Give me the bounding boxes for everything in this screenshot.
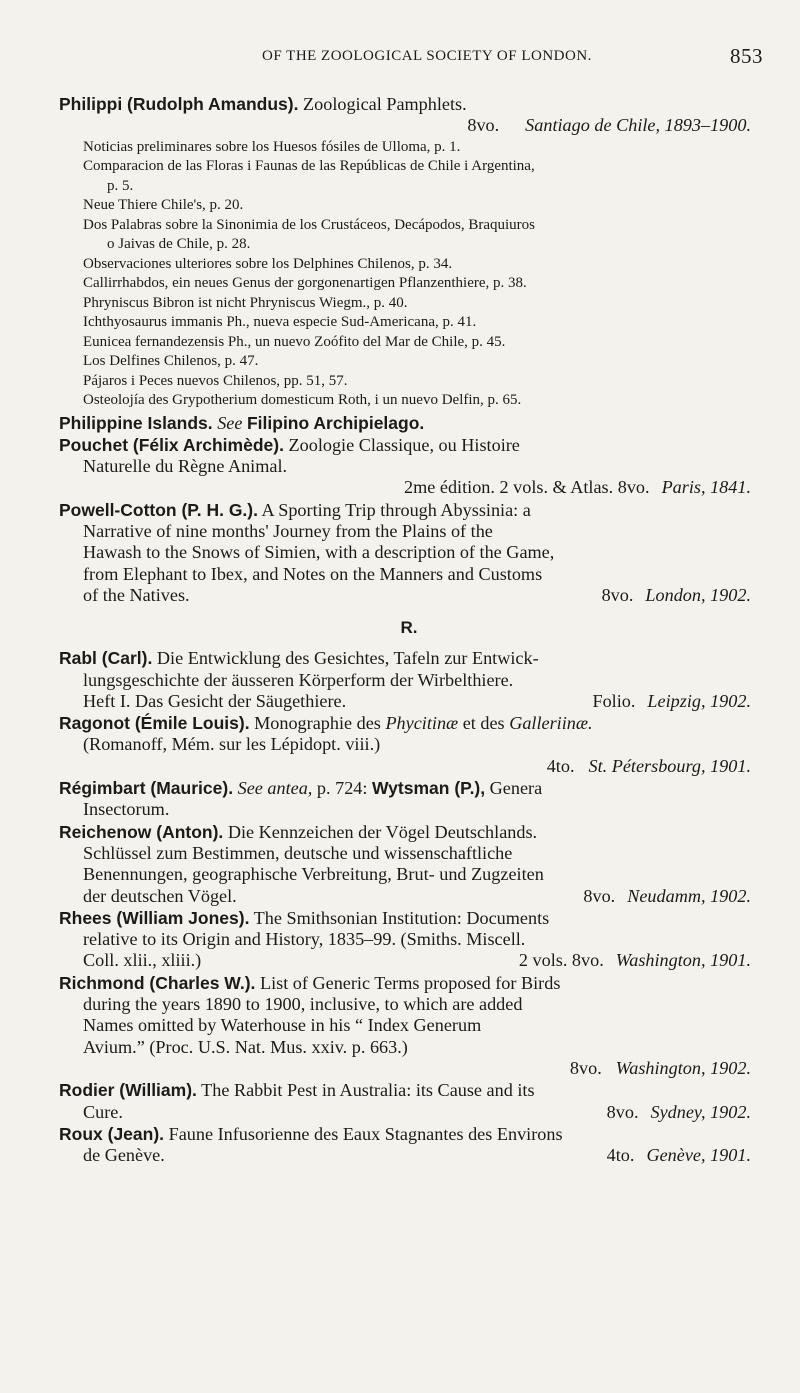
entry-imprint: London, 1902. — [645, 584, 751, 605]
entry-imprint: Santiago de Chile, 1893–1900. — [525, 115, 751, 136]
entry-title-cont: Naturelle du Règne Animal. — [83, 456, 288, 477]
entry-title: Zoologie Classique, ou Histoire — [283, 434, 520, 455]
see-label: See — [217, 412, 243, 433]
contents-line: Osteolojía des Grypotherium domesticum Roth, i un nuevo Delfin, p. 65. — [83, 392, 522, 409]
entry-title-cont: Insectorum. — [83, 799, 170, 820]
entry-format: 8vo. — [569, 1057, 602, 1078]
entry-title-cont: der deutschen Vögel. — [83, 885, 237, 906]
running-head-title: OF THE ZOOLOGICAL SOCIETY OF LONDON. — [262, 48, 592, 64]
entry-title-cont: during the years 1890 to 1900, inclusive, to which are added — [83, 994, 523, 1015]
entry-title-cont: Narrative of nine months' Journey from the Plains of the — [83, 521, 493, 542]
section-letter: R. — [400, 618, 418, 638]
taxon-name: Phycitinæ — [385, 713, 459, 734]
entry-heading: Philippi (Rudolph Amandus). — [59, 94, 299, 114]
entry-title: A Sporting Trip through Abyssinia: a — [257, 499, 531, 520]
entry-title-cont: lungsgeschichte der äusseren Körperform der Wirbelthiere. — [83, 669, 514, 690]
entry-title-cont: Names omitted by Waterhouse in his “ Index Generum — [83, 1015, 482, 1036]
entry-title: Monographie des — [249, 713, 386, 734]
entry-title-cont: Heft I. Das Gesicht der Säugethiere. — [83, 690, 347, 711]
entry-rodier — [59, 1080, 759, 1123]
contents-line: Pájaros i Peces nuevos Chilenos, pp. 51, 57. — [83, 372, 348, 389]
entry-heading: Rabl (Carl). — [59, 648, 153, 669]
entry-heading: Ragonot (Émile Louis). — [59, 713, 250, 734]
entry-philippine-islands — [59, 413, 759, 434]
contents-line: p. 5. — [107, 177, 134, 194]
entry-imprint: Paris, 1841. — [661, 477, 751, 498]
entry-heading: Pouchet (Félix Archimède). — [59, 434, 284, 455]
entry-title-cont: Schlüssel zum Bestimmen, deutsche und wissenschaftliche — [83, 842, 513, 863]
entry-heading: Rodier (William). — [59, 1080, 197, 1101]
taxon-name: Galleriinæ. — [509, 713, 593, 734]
entry-format: 2 vols. 8vo. — [518, 950, 604, 971]
entry-imprint: Leipzig, 1902. — [647, 690, 751, 711]
entry-imprint: Washington, 1901. — [615, 950, 751, 971]
entry-title-cont: Avium.” (Proc. U.S. Nat. Mus. xxiv. p. 663.) — [83, 1036, 408, 1057]
contents-line: Neue Thiere Chile's, p. 20. — [83, 197, 244, 214]
entry-title-cont: from Elephant to Ibex, and Notes on the Manners and Customs — [83, 563, 543, 584]
entry-heading: Roux (Jean). — [59, 1123, 165, 1144]
entry-imprint: Genève, 1901. — [646, 1145, 751, 1166]
entry-format: 4to. — [606, 1145, 635, 1166]
entry-philippi — [59, 94, 759, 137]
contents-line: Callirrhabdos, ein neues Genus der gorgonenartigen Pflanzenthiere, p. 38. — [83, 275, 527, 292]
contents-line: Phryniscus Bibron ist nicht Phryniscus Wiegm., p. 40. — [83, 294, 408, 311]
entry-imprint: St. Pétersbourg, 1901. — [588, 755, 751, 776]
catalogue-entries — [59, 94, 759, 1167]
entry-richmond — [59, 973, 759, 1079]
contents-line: Los Delfines Chilenos, p. 47. — [83, 353, 259, 370]
contents-line: Comparacion de las Floras i Faunas de las Repúblicas de Chile i Argentina, — [83, 158, 535, 175]
entry-title-cont: of the Natives. — [83, 584, 190, 605]
page-number: 853 — [730, 44, 763, 68]
see-label: See antea, — [233, 778, 313, 799]
entry-pouchet — [59, 435, 759, 499]
entry-heading: Richmond (Charles W.). — [59, 972, 256, 993]
entry-title-cont: relative to its Origin and History, 1835–99. (Smiths. Miscell. — [83, 929, 526, 950]
entry-rhees — [59, 908, 759, 972]
entry-title: p. 724: — [312, 778, 372, 799]
entry-imprint: Neudamm, 1902. — [627, 885, 751, 906]
entry-heading: Reichenow (Anton). — [59, 821, 224, 842]
entry-format: 8vo. — [583, 885, 616, 906]
entry-title-cont: (Romanoff, Mém. sur les Lépidopt. viii.) — [83, 734, 381, 755]
contents-line: o Jaivas de Chile, p. 28. — [107, 236, 251, 253]
entry-format: 8vo. — [606, 1101, 639, 1122]
entry-heading: Powell-Cotton (P. H. G.). — [59, 499, 258, 520]
entry-title: List of Generic Terms proposed for Birds — [255, 972, 561, 993]
entry-format: 4to. — [546, 755, 575, 776]
entry-roux — [59, 1124, 759, 1167]
entry-format: Folio. — [592, 690, 636, 711]
contents-line: Dos Palabras sobre la Sinonimia de los Crustáceos, Decápodos, Braquiuros — [83, 216, 535, 233]
entry-title: Zoological Pamphlets. — [298, 94, 467, 114]
entry-heading: Philippine Islands. — [59, 412, 213, 433]
entry-title: Die Entwicklung des Gesichtes, Tafeln zur Entwick- — [152, 648, 539, 669]
philippi-contents — [59, 138, 759, 411]
contents-line: Eunicea fernandezensis Ph., un nuevo Zoófito del Mar de Chile, p. 45. — [83, 333, 506, 350]
contents-line: Noticias preliminares sobre los Huesos fósiles de Ulloma, p. 1. — [83, 138, 461, 155]
entry-imprint: Sydney, 1902. — [650, 1101, 751, 1122]
cross-reference: Filipino Archipielago. — [246, 412, 425, 433]
cross-reference: Wytsman (P.), — [371, 778, 486, 799]
contents-line: Ichthyosaurus immanis Ph., nueva especie Sud-Americana, p. 41. — [83, 314, 477, 331]
entry-title: The Rabbit Pest in Australia: its Cause and its — [196, 1080, 535, 1101]
entry-reichenow — [59, 822, 759, 907]
entry-powell-cotton — [59, 500, 759, 606]
entry-format: 8vo. — [601, 584, 634, 605]
entry-title-cont: Coll. xlii., xliii.) — [83, 950, 202, 971]
entry-title-cont: Cure. — [83, 1101, 123, 1122]
entry-title: Die Kennzeichen der Vögel Deutschlands. — [223, 821, 538, 842]
contents-line: Observaciones ulteriores sobre los Delphines Chilenos, p. 34. — [83, 255, 453, 272]
entry-format: 8vo. — [467, 115, 500, 136]
entry-title-cont: Hawash to the Snows of Simien, with a description of the Game, — [83, 542, 555, 563]
entry-title: et des — [458, 713, 510, 734]
entry-format: 2me édition. 2 vols. & Atlas. 8vo. — [404, 477, 650, 498]
entry-rabl — [59, 648, 759, 712]
entry-title: Genera — [485, 778, 543, 799]
entry-heading: Rhees (William Jones). — [59, 907, 250, 928]
entry-regimbart — [59, 778, 759, 821]
entry-title: Faune Infusorienne des Eaux Stagnantes des Environs — [164, 1123, 563, 1144]
entry-heading: Régimbart (Maurice). — [59, 778, 234, 799]
entry-title: The Smithsonian Institution: Documents — [249, 907, 550, 928]
entry-title-cont: de Genève. — [83, 1145, 165, 1166]
entry-title-cont: Benennungen, geographische Verbreitung, Brut- und Zugzeiten — [83, 864, 544, 885]
entry-imprint: Washington, 1902. — [615, 1057, 751, 1078]
entry-ragonot — [59, 713, 759, 777]
